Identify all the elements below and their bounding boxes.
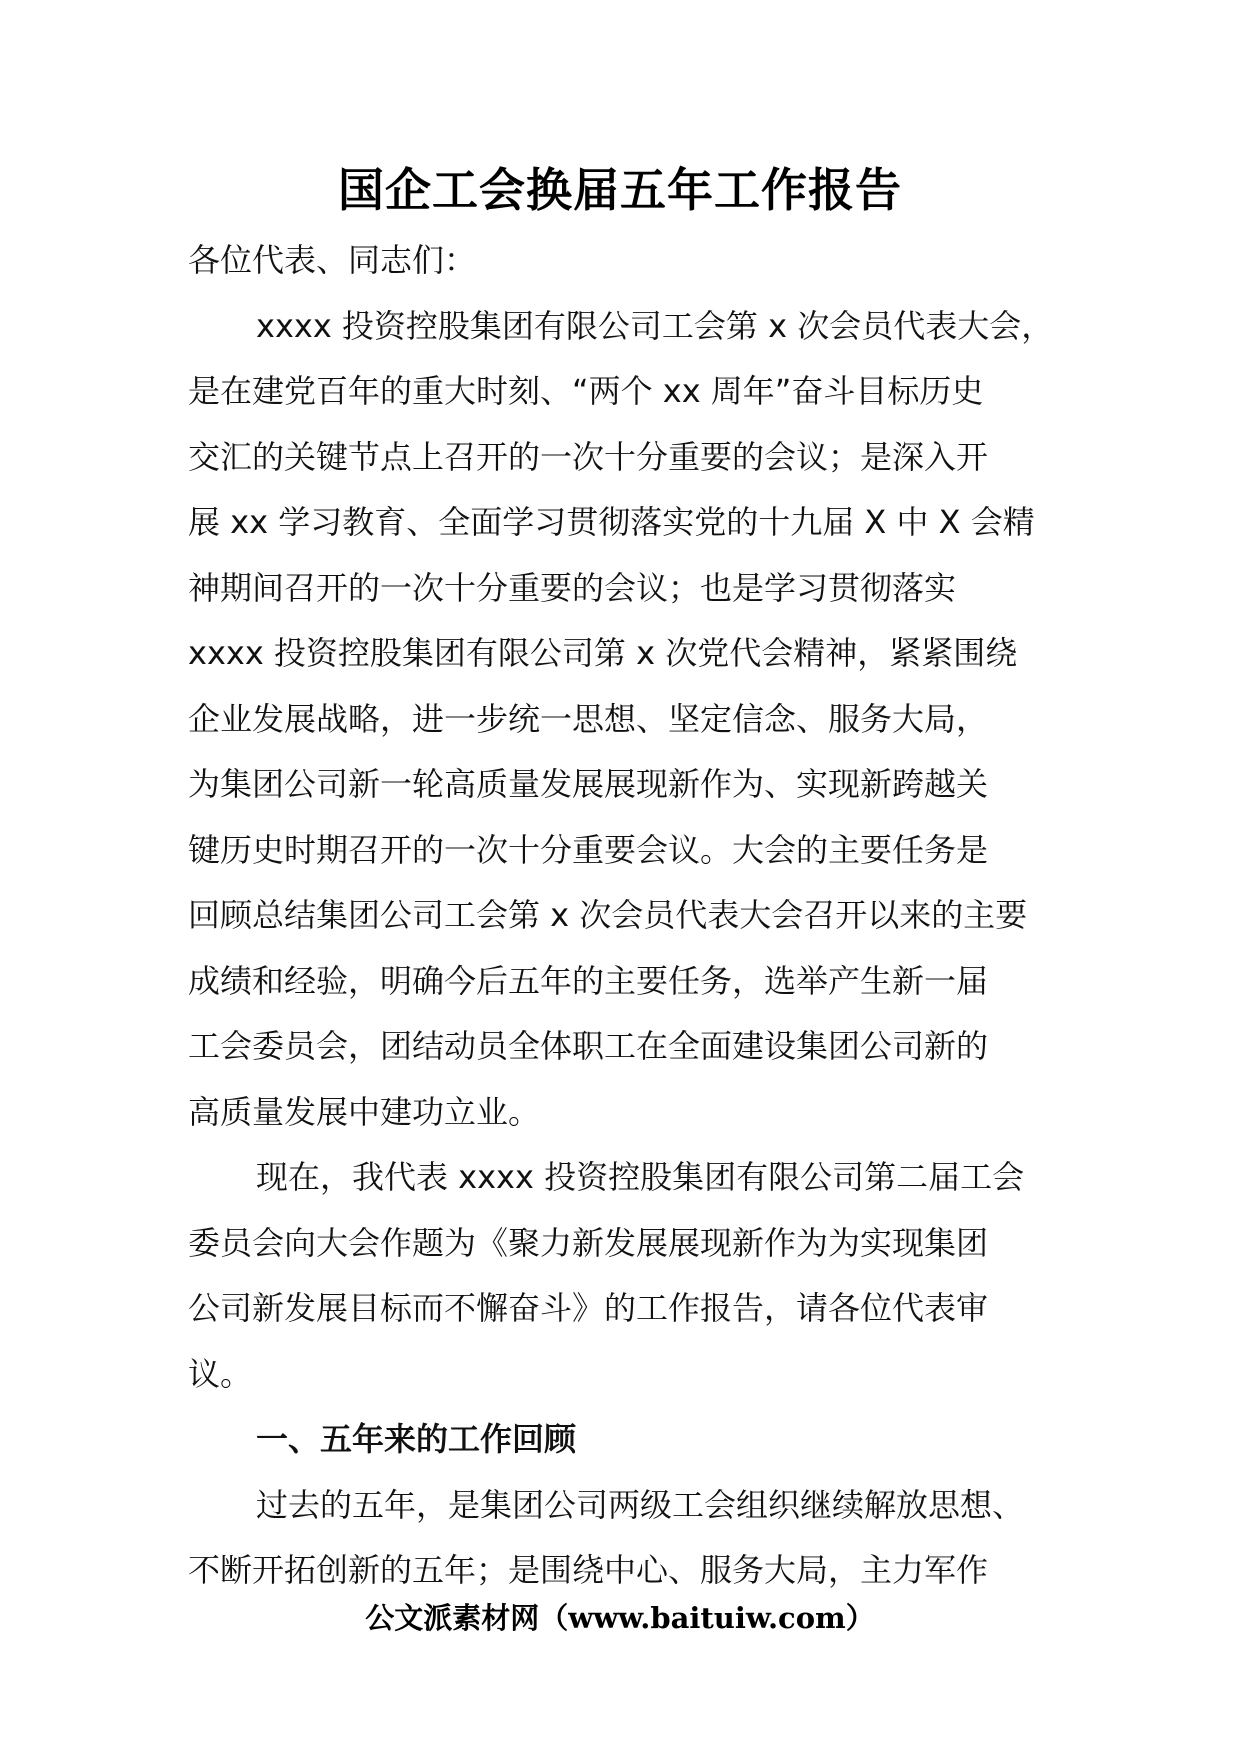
footer-watermark: 公文派素材网（www.baituiw.com） bbox=[365, 1601, 875, 1635]
document-body bbox=[188, 228, 1088, 1604]
paragraph-line: 神期间召开的一次十分重要的会议；也是学习贯彻落实 bbox=[188, 568, 957, 607]
paragraph-line: 为集团公司新一轮高质量发展展现新作为、实现新跨越关 bbox=[188, 765, 989, 803]
paragraph-line: 工会委员会，团结动员全体职工在全面建设集团公司新的 bbox=[188, 1027, 989, 1065]
paragraph-line: 交汇的关键节点上召开的一次十分重要的会议；是深入开 bbox=[188, 437, 989, 476]
paragraph-line: 不断开拓创新的五年；是围绕中心、服务大局，主力军作 bbox=[188, 1551, 989, 1589]
paragraph-line: xxxx 投资控股集团有限公司工会第 x 次会员代表大会， bbox=[256, 306, 1054, 345]
paragraph-line: 键历史时期召开的一次十分重要会议。大会的主要任务是 bbox=[188, 830, 989, 869]
paragraph-line: 是在建党百年的重大时刻、“两个 xx 周年”奋斗目标历史 bbox=[188, 372, 984, 410]
paragraph-line: 成绩和经验，明确今后五年的主要任务，选举产生新一届 bbox=[188, 961, 989, 1000]
paragraph-3 bbox=[188, 1473, 1088, 1604]
paragraph-2 bbox=[188, 1145, 1088, 1407]
paragraph-line: 现在，我代表 xxxx 投资控股集团有限公司第二届工会 bbox=[256, 1158, 1025, 1196]
section-heading: 一、五年来的工作回顾 bbox=[256, 1420, 577, 1458]
paragraph-line: 议。 bbox=[188, 1354, 253, 1393]
paragraph-line: xxxx 投资控股集团有限公司第 x 次党代会精神，紧紧围绕 bbox=[188, 634, 1018, 672]
paragraph-line: 回顾总结集团公司工会第 x 次会员代表大会召开以来的主要 bbox=[188, 896, 1028, 934]
paragraph-line: 企业发展战略，进一步统一思想、坚定信念、服务大局， bbox=[188, 699, 989, 738]
paragraph-line: 过去的五年，是集团公司两级工会组织继续解放思想、 bbox=[256, 1485, 1025, 1524]
paragraph-1 bbox=[188, 294, 1088, 1146]
document-title: 国企工会换届五年工作报告 bbox=[338, 163, 902, 217]
paragraph-line: 公司新发展目标而不懈奋斗》的工作报告，请各位代表审 bbox=[188, 1289, 989, 1327]
paragraph-line: 委员会向大会作题为《聚力新发展展现新作为为实现集团 bbox=[188, 1223, 989, 1262]
paragraph-line: 展 xx 学习教育、全面学习贯彻落实党的十九届 X 中 X 会精 bbox=[188, 503, 1035, 541]
salutation: 各位代表、同志们： bbox=[188, 241, 477, 279]
paragraph-line: 高质量发展中建功立业。 bbox=[188, 1092, 541, 1131]
